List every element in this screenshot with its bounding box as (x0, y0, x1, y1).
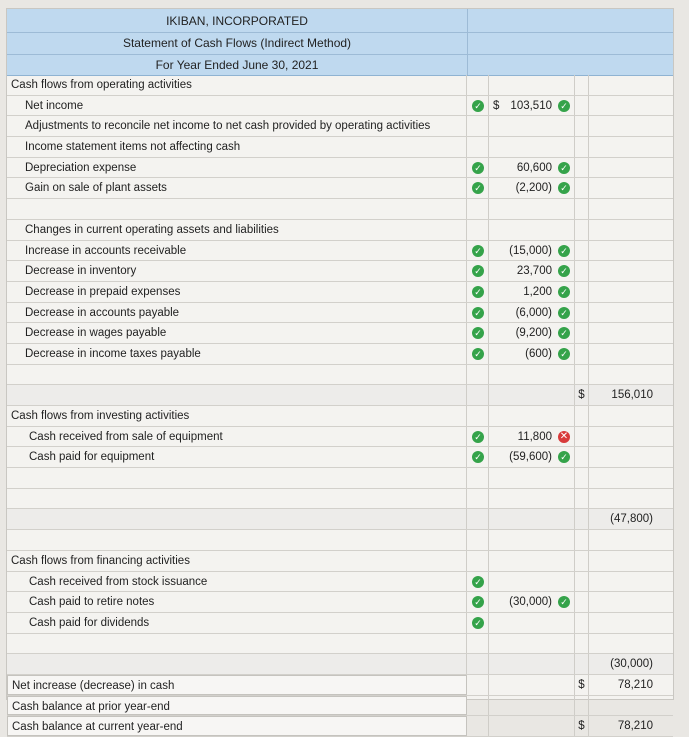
status-cell (467, 509, 489, 529)
statement-row (7, 261, 673, 282)
status-cell (467, 613, 489, 633)
total-amount-input[interactable] (589, 303, 673, 323)
row-label[interactable]: Cash flows from financing activities (7, 551, 467, 571)
total-amount-input[interactable]: 78,210 (617, 720, 653, 733)
check-icon: ✓ (558, 348, 570, 360)
total-amount-input[interactable] (589, 696, 673, 716)
row-label[interactable]: Cash received from stock issuance (7, 572, 467, 592)
check-icon: ✓ (558, 596, 570, 608)
row-label (7, 654, 467, 674)
statement-row (7, 613, 673, 634)
amount-input[interactable] (489, 489, 575, 509)
check-icon: ✓ (558, 162, 570, 174)
amount-value: 11,800 (517, 430, 552, 443)
statement-row (7, 282, 673, 303)
row-label: Decrease in income taxes payable (7, 344, 467, 364)
currency-cell (575, 96, 589, 116)
statement-row (7, 675, 673, 696)
currency-cell (575, 509, 589, 529)
check-icon: ✓ (472, 576, 484, 588)
check-icon: ✓ (558, 307, 570, 319)
total-amount-input[interactable]: 156,010 (611, 389, 653, 402)
row-label: Decrease in wages payable (7, 323, 467, 343)
status-cell (467, 282, 489, 302)
total-amount-input[interactable] (589, 178, 673, 198)
total-amount-input[interactable] (589, 427, 673, 447)
total-amount-input[interactable] (589, 530, 673, 550)
currency-cell (575, 261, 589, 281)
check-icon: ✓ (472, 596, 484, 608)
total-amount-input[interactable] (589, 75, 673, 95)
row-label: Depreciation expense (7, 158, 467, 178)
total-amount-input[interactable] (589, 572, 673, 592)
statement-row (7, 365, 673, 386)
statement-row (7, 551, 673, 572)
amount-input[interactable] (489, 509, 575, 529)
total-amount-input[interactable]: 78,210 (617, 678, 653, 691)
currency-cell (575, 654, 589, 674)
total-amount-input[interactable] (589, 199, 673, 219)
company-name: IKIBAN, INCORPORATED (166, 14, 308, 28)
status-cell (467, 592, 489, 612)
amount-input[interactable] (489, 406, 575, 426)
status-cell (467, 385, 489, 405)
currency-cell (575, 427, 589, 447)
row-label (7, 385, 467, 405)
currency-cell (575, 199, 589, 219)
currency-cell (575, 551, 589, 571)
check-icon: ✓ (558, 451, 570, 463)
currency-cell (575, 530, 589, 550)
check-icon: ✓ (472, 327, 484, 339)
row-label[interactable]: Cash received from sale of equipment (7, 427, 467, 447)
amount-input[interactable] (489, 158, 575, 178)
currency-cell: $ (575, 716, 589, 736)
cash-flow-statement (6, 8, 674, 734)
check-icon: ✓ (472, 100, 484, 112)
total-amount-input[interactable] (589, 323, 673, 343)
statement-row (7, 406, 673, 427)
status-cell (467, 716, 489, 736)
check-icon: ✓ (472, 617, 484, 629)
header-divider (467, 9, 468, 75)
row-label: Adjustments to reconcile net income to net cash provided by operating activities (7, 116, 467, 136)
row-label (7, 468, 467, 488)
check-icon: ✓ (472, 431, 484, 443)
statement-row (7, 530, 673, 551)
total-amount-input[interactable]: (30,000) (610, 658, 653, 671)
amount-input[interactable] (489, 530, 575, 550)
amount-value: (9,200) (515, 327, 552, 340)
amount-value: 60,600 (516, 161, 552, 174)
check-icon: ✓ (558, 100, 570, 112)
statement-row (7, 447, 673, 468)
status-cell (467, 344, 489, 364)
status-cell (467, 675, 489, 695)
amount-input[interactable] (489, 551, 575, 571)
amount-input[interactable] (489, 199, 575, 219)
total-amount-input[interactable] (589, 592, 673, 612)
row-label (7, 509, 467, 529)
status-cell (467, 427, 489, 447)
statement-row (7, 716, 673, 737)
statement-row (7, 220, 673, 241)
amount-input[interactable] (489, 137, 575, 157)
currency-cell (575, 406, 589, 426)
total-amount-input[interactable] (589, 634, 673, 654)
status-cell (467, 447, 489, 467)
status-cell (467, 634, 489, 654)
amount-value: (15,000) (509, 244, 552, 257)
check-icon: ✓ (558, 182, 570, 194)
amount-input[interactable] (489, 675, 575, 695)
statement-row (7, 427, 673, 448)
currency-cell (575, 696, 589, 716)
row-label (7, 530, 467, 550)
amount-input[interactable] (489, 282, 575, 302)
currency-cell (575, 75, 589, 95)
status-cell (467, 654, 489, 674)
row-label: Decrease in inventory (7, 261, 467, 281)
amount-input[interactable] (489, 696, 575, 716)
status-cell (467, 178, 489, 198)
status-cell (467, 323, 489, 343)
check-icon: ✓ (472, 348, 484, 360)
check-icon: ✓ (472, 307, 484, 319)
check-icon: ✓ (558, 327, 570, 339)
status-cell (467, 220, 489, 240)
currency-cell (575, 303, 589, 323)
currency-cell (575, 489, 589, 509)
total-amount-input[interactable] (589, 158, 673, 178)
statement-row (7, 509, 673, 530)
status-cell (467, 696, 489, 716)
amount-input[interactable] (489, 385, 575, 405)
row-label[interactable]: Cash paid for equipment (7, 447, 467, 467)
row-label[interactable]: Cash balance at current year-end (7, 716, 467, 736)
amount-value: (600) (525, 347, 552, 360)
amount-input[interactable] (489, 116, 575, 136)
amount-input[interactable] (489, 634, 575, 654)
statement-row (7, 592, 673, 613)
row-label (7, 199, 467, 219)
amount-input[interactable] (489, 220, 575, 240)
status-cell (467, 241, 489, 261)
row-label: Decrease in accounts payable (7, 303, 467, 323)
amount-value: 1,200 (523, 285, 552, 298)
currency-cell: $ (575, 385, 589, 405)
row-label (7, 489, 467, 509)
currency-cell (575, 468, 589, 488)
row-label: Changes in current operating assets and liabilities (7, 220, 467, 240)
status-cell (467, 489, 489, 509)
statement-title: Statement of Cash Flows (Indirect Method) (122, 36, 352, 50)
currency-cell (575, 365, 589, 385)
row-label (7, 634, 467, 654)
total-amount-input[interactable] (589, 241, 673, 261)
total-amount-input[interactable] (589, 96, 673, 116)
amount-input[interactable] (489, 654, 575, 674)
amount-value: 23,700 (516, 265, 552, 278)
amount-input[interactable] (489, 178, 575, 198)
amount-input[interactable] (489, 241, 575, 261)
row-label: Net income (7, 96, 467, 116)
x-icon: ✕ (559, 430, 569, 442)
statement-row (7, 696, 673, 717)
total-amount-input[interactable] (589, 489, 673, 509)
total-amount-input[interactable] (589, 613, 673, 633)
total-amount-input[interactable] (589, 137, 673, 157)
status-cell (467, 199, 489, 219)
status-cell (467, 468, 489, 488)
check-icon: ✓ (558, 286, 570, 298)
statement-row (7, 489, 673, 510)
statement-row (7, 572, 673, 593)
row-label[interactable]: Net increase (decrease) in cash (7, 675, 467, 695)
currency-cell (575, 613, 589, 633)
statement-row (7, 323, 673, 344)
statement-row (7, 116, 673, 137)
amount-input[interactable] (489, 261, 575, 281)
amount-input[interactable] (489, 572, 575, 592)
currency-cell (575, 116, 589, 136)
check-icon: ✓ (472, 286, 484, 298)
check-icon: ✓ (472, 162, 484, 174)
total-amount-input[interactable] (589, 220, 673, 240)
total-amount-input[interactable] (589, 365, 673, 385)
status-cell (467, 303, 489, 323)
total-amount-input[interactable] (589, 261, 673, 281)
total-amount-input[interactable] (589, 551, 673, 571)
amount-input[interactable] (489, 427, 575, 447)
status-cell (467, 572, 489, 592)
row-label: Increase in accounts receivable (7, 241, 467, 261)
currency-cell (575, 572, 589, 592)
amount-input[interactable] (489, 592, 575, 612)
total-amount-input[interactable] (589, 468, 673, 488)
status-cell (467, 551, 489, 571)
statement-row (7, 75, 673, 96)
status-cell (467, 530, 489, 550)
amount-value: (2,200) (515, 182, 552, 195)
statement-row (7, 344, 673, 365)
total-amount-input[interactable]: (47,800) (610, 513, 653, 526)
amount-input[interactable] (489, 323, 575, 343)
total-amount-input[interactable] (589, 344, 673, 364)
check-icon: ✓ (472, 182, 484, 194)
statement-row (7, 241, 673, 262)
currency-cell (575, 634, 589, 654)
currency-cell (575, 178, 589, 198)
row-label: Income statement items not affecting cash (7, 137, 467, 157)
statement-row (7, 178, 673, 199)
total-amount-input[interactable] (589, 116, 673, 136)
row-label[interactable]: Cash flows from investing activities (7, 406, 467, 426)
row-label[interactable]: Cash paid to retire notes (7, 592, 467, 612)
statement-row (7, 385, 673, 406)
status-cell (467, 158, 489, 178)
amount-value: 103,510 (510, 99, 552, 112)
status-cell (467, 137, 489, 157)
status-cell (467, 365, 489, 385)
total-amount-input[interactable] (589, 447, 673, 467)
currency-cell (575, 447, 589, 467)
amount-value: (30,000) (509, 596, 552, 609)
statement-row (7, 634, 673, 655)
statement-row (7, 654, 673, 675)
amount-input[interactable] (489, 303, 575, 323)
status-cell (467, 75, 489, 95)
row-label[interactable]: Cash paid for dividends (7, 613, 467, 633)
check-icon: ✓ (472, 451, 484, 463)
check-icon: ✓ (558, 265, 570, 277)
currency-cell (575, 344, 589, 364)
amount-input[interactable] (489, 365, 575, 385)
total-amount-input[interactable] (589, 406, 673, 426)
amount-value: (59,600) (509, 451, 552, 464)
amount-input[interactable] (489, 344, 575, 364)
statement-period: For Year Ended June 30, 2021 (155, 58, 319, 72)
row-label[interactable]: Cash balance at prior year-end (7, 696, 467, 716)
check-icon: ✓ (472, 245, 484, 257)
currency-symbol: $ (493, 99, 500, 112)
status-cell (467, 96, 489, 116)
amount-input[interactable] (489, 613, 575, 633)
statement-row (7, 468, 673, 489)
row-label (7, 365, 467, 385)
row-label: Decrease in prepaid expenses (7, 282, 467, 302)
currency-cell (575, 158, 589, 178)
check-icon: ✓ (472, 265, 484, 277)
statement-rows (7, 75, 673, 737)
row-label[interactable]: Cash flows from operating activities (7, 75, 467, 95)
status-cell (467, 116, 489, 136)
check-icon: ✓ (558, 245, 570, 257)
currency-cell (575, 592, 589, 612)
status-cell (467, 406, 489, 426)
statement-row (7, 96, 673, 117)
amount-input[interactable] (489, 75, 575, 95)
statement-header (7, 9, 673, 76)
row-label: Gain on sale of plant assets (7, 178, 467, 198)
statement-row (7, 303, 673, 324)
currency-cell (575, 282, 589, 302)
amount-input[interactable] (489, 716, 575, 736)
currency-cell (575, 220, 589, 240)
currency-cell (575, 137, 589, 157)
statement-row (7, 137, 673, 158)
statement-row (7, 158, 673, 179)
currency-cell (575, 323, 589, 343)
total-amount-input[interactable] (589, 282, 673, 302)
status-cell (467, 261, 489, 281)
amount-value: (6,000) (515, 306, 552, 319)
currency-cell (575, 241, 589, 261)
statement-row (7, 199, 673, 220)
currency-cell: $ (575, 675, 589, 695)
amount-input[interactable] (489, 447, 575, 467)
amount-input[interactable] (489, 96, 575, 116)
amount-input[interactable] (489, 468, 575, 488)
